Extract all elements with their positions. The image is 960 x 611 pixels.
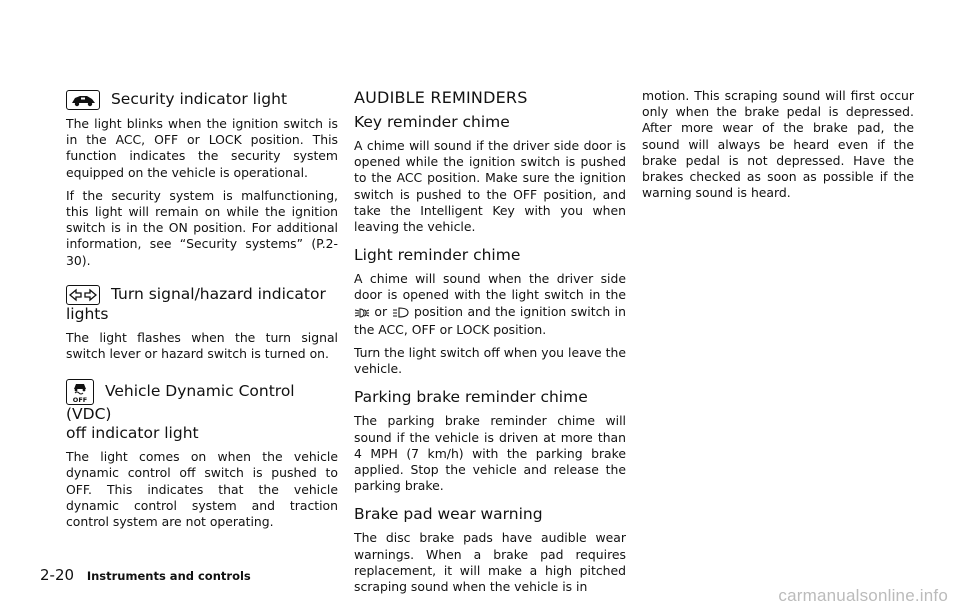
turn-signal-heading — [66, 285, 338, 324]
vdc-off-icon-text: OFF — [72, 396, 88, 405]
page-footer — [40, 566, 251, 584]
section-name: Instruments and controls — [86, 569, 251, 583]
light-reminder-paragraph-1 — [354, 271, 626, 338]
turn-signal-arrows-icon — [66, 285, 100, 305]
vdc-title-line2: off indicator light — [66, 424, 199, 443]
middle-column — [354, 88, 626, 602]
security-paragraph-2: If the security system is malfunctioning, this light will remain on while the ignition switch is in the ON position. For additional information, see “Security systems” (P.2-30). — [66, 187, 338, 268]
page-number: 2-20 — [40, 566, 75, 584]
turn-signal-title-line2: lights — [66, 304, 109, 323]
brake-pad-continued-paragraph: motion. This scraping sound will first occur only when the brake pedal is depressed. After more wear of the brake pad, the sound will always be heard even if the brake pedal is not depressed. Have the brakes checked as soon as possible if the warning sound is heard. — [642, 88, 914, 201]
security-paragraph-1: The light blinks when the ignition switch is in the ACC, OFF or LOCK position. This function indicates the security system equipped on the vehicle is operational. — [66, 116, 338, 180]
light-reminder-heading: Light reminder chime — [354, 246, 521, 265]
vdc-paragraph: The light comes on when the vehicle dynamic control off switch is pushed to OFF. This indicates that the vehicle dynamic control system and traction control system are not operating. — [66, 449, 338, 530]
security-indicator-title: Security indicator light — [110, 90, 288, 108]
light-reminder-text-a: A chime will sound when the driver side door is opened with the light switch in the — [354, 271, 626, 303]
watermark: carmanualsonline.info — [778, 586, 948, 605]
parking-light-icon — [354, 306, 370, 322]
left-column — [66, 88, 338, 537]
vdc-off-heading — [66, 379, 338, 443]
turn-signal-title-line1: Turn signal/hazard indicator — [110, 284, 326, 303]
parking-brake-paragraph: The parking brake reminder chime will sound if the vehicle is driven at more than 4 MPH (7 km/h) with the parking brake applied. Stop the vehicle and release the parking brake. — [354, 413, 626, 494]
light-reminder-or: or — [374, 303, 388, 319]
light-reminder-paragraph-2: Turn the light switch off when you leave the vehicle. — [354, 345, 626, 377]
vdc-off-icon — [66, 379, 94, 405]
brake-pad-paragraph: The disc brake pads have audible wear warnings. When a brake pad requires replacement, it will make a high pitched scraping sound when the vehicle is in — [354, 530, 626, 595]
audible-reminders-title: AUDIBLE REMINDERS — [354, 88, 528, 107]
car-security-icon — [66, 90, 100, 110]
headlight-icon — [392, 306, 410, 322]
turn-signal-paragraph: The light flashes when the turn signal switch lever or hazard switch is turned on. — [66, 329, 338, 362]
parking-brake-heading: Parking brake reminder chime — [354, 388, 588, 407]
light-reminder-text-b: position and the ignition switch in the ACC, OFF or LOCK position. — [354, 303, 626, 337]
security-indicator-heading — [66, 90, 338, 110]
key-reminder-heading: Key reminder chime — [354, 113, 510, 131]
vdc-title-line1: Vehicle Dynamic Control (VDC) — [66, 382, 295, 424]
brake-pad-heading: Brake pad wear warning — [354, 505, 543, 524]
key-reminder-paragraph: A chime will sound if the driver side door is opened while the ignition switch is pushed to the ACC position. Make sure the ignition switch is pushed to the OFF position, and take the Intelligent Key with you when leaving the vehicle. — [354, 138, 626, 235]
right-column — [642, 88, 914, 208]
